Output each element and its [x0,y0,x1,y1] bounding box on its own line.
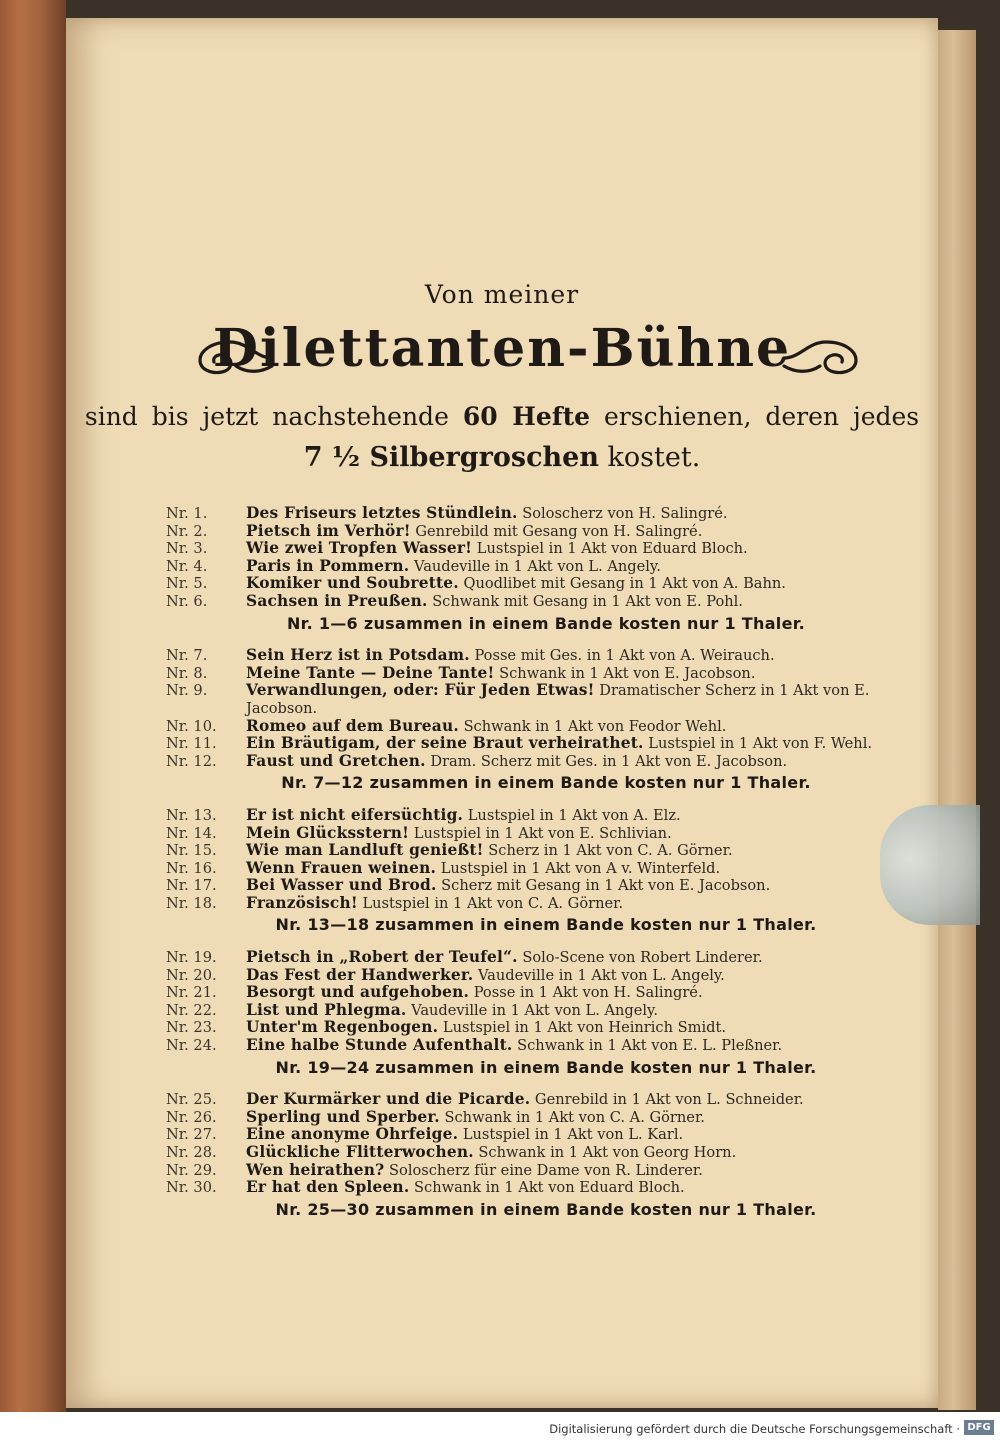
item-number: Nr. 25. [166,1091,217,1109]
item-description: Schwank in 1 Akt von Eduard Bloch. [414,1179,685,1197]
item-title: Faust und Gretchen. [246,751,426,770]
item-description: Scherz in 1 Akt von C. A. Görner. [488,842,733,860]
item-number: Nr. 7. [166,647,208,665]
item-title: Ein Bräutigam, der seine Braut verheirathet. [246,734,644,753]
item-description: Quodlibet mit Gesang in 1 Akt von A. Bahn. [463,575,786,593]
item-number: Nr. 3. [166,540,208,558]
page [66,18,938,1408]
item-description: Lustspiel in 1 Akt von E. Schlivian. [413,824,672,842]
group-summary: Nr. 13—18 zusammen in einem Bande kosten nur 1 Thaler. [275,915,817,935]
list-item [166,825,906,843]
group-summary: Nr. 1—6 zusammen in einem Bande kosten nur 1 Thaler. [286,613,806,633]
item-title: Meine Tante — Deine Tante! [246,663,495,682]
item-description: Lustspiel in 1 Akt von A v. Winterfeld. [440,859,721,877]
item-number: Nr. 29. [166,1161,217,1179]
item-title: Wenn Frauen weinen. [246,858,437,877]
list-item [166,540,906,558]
item-number: Nr. 2. [166,522,208,540]
item-description: Lustspiel in 1 Akt von Heinrich Smidt. [442,1019,726,1037]
item-description: Posse in 1 Akt von H. Salingré. [473,984,703,1002]
list-item [166,877,906,895]
item-number: Nr. 4. [166,557,208,575]
list-item [166,575,906,593]
item-description: Soloscherz für eine Dame von R. Linderer. [389,1161,703,1179]
item-description: Genrebild in 1 Akt von L. Schneider. [534,1091,804,1109]
list-item [166,523,906,541]
item-number: Nr. 17. [166,877,217,895]
header-line2 [66,402,938,431]
list-item [166,647,906,665]
list-item [166,984,906,1002]
list-item [166,735,906,753]
item-number: Nr. 15. [166,842,217,860]
item-description: Lustspiel in 1 Akt von C. A. Görner. [362,894,624,912]
list-item [166,665,906,683]
list-item [166,558,906,576]
item-number: Nr. 23. [166,1019,217,1037]
header-line2-pre: sind bis jetzt nachstehende [84,402,449,431]
group-summary: Nr. 25—30 zusammen in einem Bande kosten nur 1 Thaler. [275,1199,817,1219]
item-title: Wie man Landluft genießt! [246,841,484,860]
item-description: Lustspiel in 1 Akt von L. Karl. [462,1126,684,1144]
item-number: Nr. 26. [166,1108,217,1126]
item-title: Unter'm Regenbogen. [246,1018,439,1037]
item-number: Nr. 24. [166,1037,217,1055]
item-title: Des Friseurs letztes Stündlein. [246,504,518,522]
group-summary: Nr. 19—24 zusammen in einem Bande kosten nur 1 Thaler. [275,1057,817,1077]
list-item [166,1109,906,1127]
item-description: Vaudeville in 1 Akt von L. Angely. [477,966,725,984]
item-number: Nr. 22. [166,1001,217,1019]
list-item [166,1126,906,1144]
item-description: Schwank mit Gesang in 1 Akt von E. Pohl. [432,592,743,610]
item-number: Nr. 14. [166,824,217,842]
item-title: Er hat den Spleen. [246,1178,410,1197]
item-number: Nr. 28. [166,1144,217,1161]
footer-bar [0,1412,1000,1443]
group-summary: Nr. 7—12 zusammen in einem Bande kosten nur 1 Thaler. [281,773,811,793]
item-title: Das Fest der Handwerker. [246,965,474,984]
item-description: Posse mit Ges. in 1 Akt von A. Weirauch. [474,647,775,665]
scroll-ornament-right-icon [782,336,860,380]
item-number: Nr. 20. [166,966,217,984]
item-title: Romeo auf dem Bureau. [246,716,459,735]
list-item [166,1144,906,1162]
item-description: Soloscherz von H. Salingré. [522,505,728,522]
list-item [166,593,906,611]
item-title: Sein Herz ist in Potsdam. [246,646,470,665]
item-description: Schwank in 1 Akt von Georg Horn. [478,1144,737,1161]
header-line3-bold: 7 ½ Silbergroschen [303,442,599,473]
item-number: Nr. 11. [166,735,217,753]
item-title: Paris in Pommern. [246,556,410,575]
item-description: Schwank in 1 Akt von E. L. Pleßner. [517,1037,783,1055]
item-title: Pietsch in „Robert der Teufel“. [246,948,518,967]
footer-credit: Digitalisierung gefördert durch die Deutsche Forschungsgemeinschaft · [549,1422,960,1436]
list-item [166,1179,906,1197]
item-title: Mein Glücksstern! [246,823,410,842]
item-description: Schwank in 1 Akt von C. A. Görner. [444,1108,705,1126]
catalog-list [166,505,906,1233]
item-title: Eine halbe Stunde Aufenthalt. [246,1036,513,1055]
item-description: Lustspiel in 1 Akt von Eduard Bloch. [476,540,748,558]
item-title: List und Phlegma. [246,1000,407,1019]
item-number: Nr. 13. [166,806,217,824]
header-line2-bold: 60 Hefte [462,402,591,431]
item-description: Dram. Scherz mit Ges. in 1 Akt von E. Jacobson. [430,752,788,770]
header-line3-post: kostet. [607,442,701,473]
header-line2-post: erschienen, deren jedes [604,402,920,431]
item-title: Verwandlungen, oder: Für Jeden Etwas! [246,681,595,700]
item-title: Der Kurmärker und die Picarde. [246,1090,531,1109]
item-description: Vaudeville in 1 Akt von L. Angely. [414,557,661,575]
list-item [166,505,906,523]
item-number: Nr. 12. [166,752,217,770]
item-number: Nr. 5. [166,575,208,593]
page-content [66,18,938,1408]
item-description: Solo-Scene von Robert Linderer. [522,949,763,967]
list-item [166,860,906,878]
list-item [166,753,906,771]
item-number: Nr. 21. [166,984,217,1002]
item-number: Nr. 1. [166,505,208,522]
item-number: Nr. 10. [166,717,217,735]
item-title: Sachsen in Preußen. [246,591,428,610]
list-item [166,842,906,860]
item-number: Nr. 19. [166,949,217,967]
item-description: Scherz mit Gesang in 1 Akt von E. Jacobson. [441,877,771,895]
book-cover-edge [0,0,66,1412]
item-title: Eine anonyme Ohrfeige. [246,1125,459,1144]
page-stack-edge [938,30,976,1410]
item-description: Schwank in 1 Akt von E. Jacobson. [499,664,756,682]
list-item [166,1002,906,1020]
item-number: Nr. 27. [166,1126,217,1144]
item-title: Pietsch im Verhör! [246,521,411,540]
item-description: Schwank in 1 Akt von Feodor Wehl. [463,717,727,735]
item-description: Lustspiel in 1 Akt von F. Wehl. [648,735,873,753]
item-number: Nr. 6. [166,592,208,610]
item-number: Nr. 18. [166,894,217,912]
item-title: Französisch! [246,893,358,912]
list-item [166,967,906,985]
item-number: Nr. 8. [166,664,208,682]
dfg-logo: DFG [964,1420,994,1435]
list-item [166,949,906,967]
item-description: Genrebild mit Gesang von H. Salingré. [415,522,703,540]
item-number: Nr. 9. [166,682,208,700]
item-number: Nr. 30. [166,1179,217,1197]
item-title: Er ist nicht eifersüchtig. [246,805,464,824]
page-tab-marker [880,805,980,925]
header-line1: Von meiner [424,280,580,309]
item-title: Glückliche Flitterwochen. [246,1143,474,1161]
item-number: Nr. 16. [166,859,217,877]
item-description: Dramatischer Scherz in 1 Akt von E. Jacobson. [246,682,870,717]
list-item [166,682,906,717]
item-title: Sperling und Sperber. [246,1107,440,1126]
item-title: Wie zwei Tropfen Wasser! [246,539,473,558]
header-line3 [66,442,938,473]
list-item [166,718,906,736]
list-item [166,1091,906,1109]
list-item [166,895,906,913]
item-title: Komiker und Soubrette. [246,574,459,593]
item-title: Besorgt und aufgehoben. [246,983,470,1002]
item-description: Vaudeville in 1 Akt von L. Angely. [411,1001,659,1019]
list-item [166,807,906,825]
list-item [166,1037,906,1055]
list-item [166,1019,906,1037]
item-description: Lustspiel in 1 Akt von A. Elz. [467,806,681,824]
item-title: Wen heirathen? [246,1160,385,1179]
page-title: Dilettanten-Bühne [212,318,792,379]
list-item [166,1162,906,1180]
item-title: Bei Wasser und Brod. [246,876,437,895]
